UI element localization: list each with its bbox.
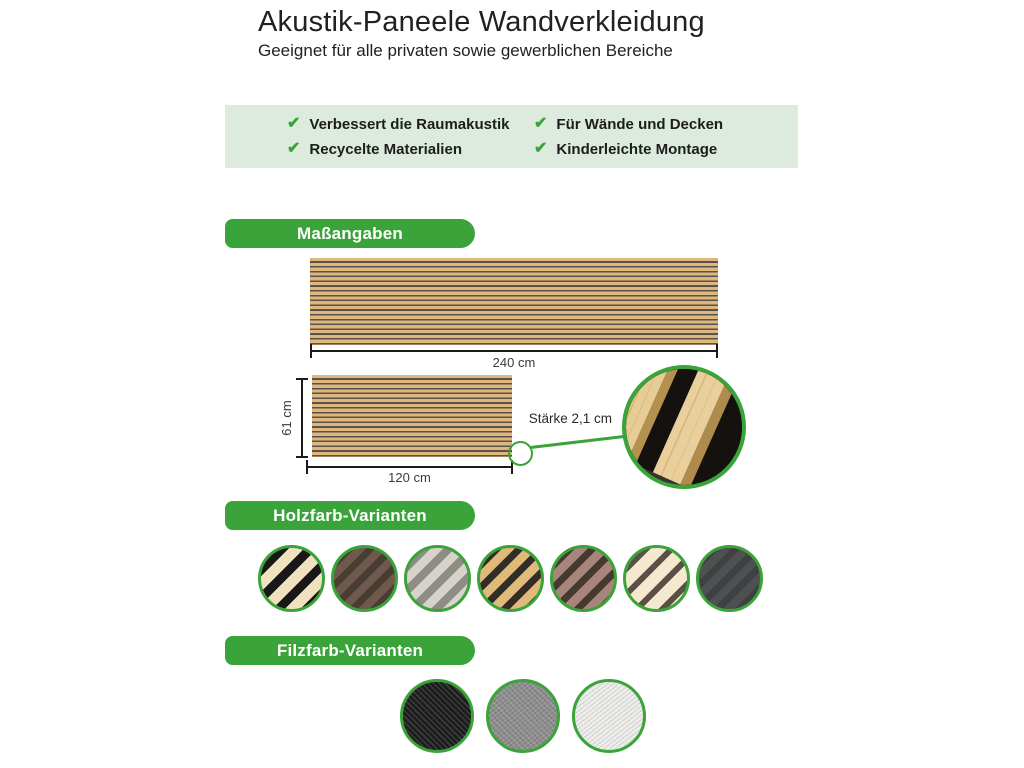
- feature-item: [534, 138, 798, 160]
- feature-label: Verbessert die Raumakustik: [309, 115, 510, 133]
- wood-swatch-silver-gray: [404, 545, 471, 612]
- dimension-label-120cm: 120 cm: [388, 470, 431, 485]
- checkmark-icon: ✔: [534, 115, 548, 132]
- felt-swatch-white: [572, 679, 646, 753]
- wood-swatch-birch-black: [258, 545, 325, 612]
- thickness-label: Stärke 2,1 cm: [528, 411, 612, 426]
- wood-swatch-anthracite: [696, 545, 763, 612]
- felt-swatch-black: [400, 679, 474, 753]
- felt-swatch-row: [400, 679, 646, 753]
- wood-swatch-row: [258, 545, 763, 612]
- wood-swatch-oak-natural: [477, 545, 544, 612]
- section-pill-dimensions: Maßangaben: [225, 219, 475, 248]
- checkmark-icon: ✔: [287, 140, 301, 157]
- feature-label: Kinderleichte Montage: [556, 140, 718, 158]
- wood-swatch-walnut: [331, 545, 398, 612]
- checkmark-icon: ✔: [287, 115, 301, 132]
- section-pill-wood-variants: Holzfarb-Varianten: [225, 501, 475, 530]
- checkmark-icon: ✔: [534, 140, 548, 157]
- feature-item: [534, 113, 798, 135]
- page-subtitle: Geeignet für alle privaten sowie gewerblichen Bereiche: [258, 41, 673, 60]
- panel-diagram-120cm: [312, 375, 512, 457]
- dimension-label-61cm: 61 cm: [279, 400, 294, 436]
- wood-swatch-cream-white: [623, 545, 690, 612]
- dimension-line-120cm: [306, 466, 513, 468]
- wood-swatch-vintage-brown: [550, 545, 617, 612]
- feature-box: [225, 105, 798, 168]
- magnifier-detail-circle: [622, 365, 746, 489]
- slat-closeup-illustration: [626, 369, 742, 485]
- magnifier-connector-line: [530, 435, 625, 449]
- dimension-line-240cm: [310, 350, 718, 352]
- magnifier-source-circle: [508, 441, 533, 466]
- section-pill-felt-variants: Filzfarb-Varianten: [225, 636, 475, 665]
- page-title: Akustik-Paneele Wandverkleidung: [258, 6, 705, 38]
- feature-item: [287, 113, 534, 135]
- feature-item: [287, 138, 534, 160]
- felt-swatch-gray: [486, 679, 560, 753]
- panel-diagram-240cm: [310, 258, 718, 345]
- feature-label: Für Wände und Decken: [556, 115, 724, 133]
- dimension-line-61cm: [301, 378, 303, 458]
- feature-label: Recycelte Materialien: [309, 140, 462, 158]
- dimension-label-240cm: 240 cm: [492, 355, 536, 370]
